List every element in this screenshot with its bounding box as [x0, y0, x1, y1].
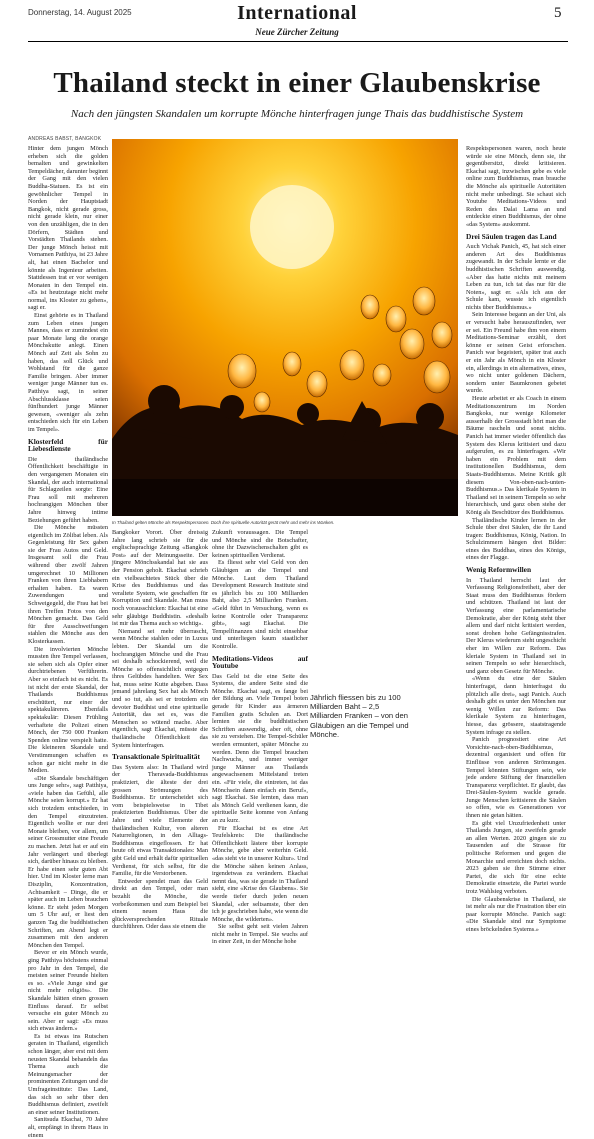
photo-caption: In Thailand gelten Mönche als Respektspersonen. Doch ihre spirituelle Autorität gerät mehr und mehr ins Wanken. — [112, 520, 335, 525]
subheading: Drei Säulen tragen das Land — [466, 231, 557, 241]
paragraph: Bangkoker Vorort. Über dreissig Jahre lang schrieb sie für die englischsprachige Zeitung «Bangkok Post» auf der Meinungsseite. Der jüngere Mönchsskandal hat sie aus der Pension geholt. Ekachai schrieb ein vielbeachtetes Stück über die Krise des Buddhismus und das veraltete System, wie geschaffen für Korruption und Skandale. Man muss noch vorausschicken: Ekachai ist eine sehr gläubige Buddhistin. «deshalb ist mir das Thema auch so wichtig». — [112, 529, 208, 628]
article-headline: Thailand steckt in einer Glaubenskrise — [53, 67, 541, 99]
paragraph: Es fliesst sehr viel Geld von den Gläubigen an die Tempel und Mönche. Laut dem Thailand Development Research Institute sind es jährlich bis zu 100 Milliarden Baht, also 2,5 Milliarden Franken. «Geld führt in Versuchung, wenn es keine Kontrolle oder Transparenz gibt», sagt Ekachai. Die Tempelfinanzen sind nicht einsehbar und unterliegen kaum staatlicher Kontrolle. — [212, 559, 308, 650]
subheading: Transaktionale Spiritualität — [112, 752, 200, 762]
page-number: 5 — [554, 5, 562, 21]
paragraph: «Die Skandale beschäftigen uns Junge sehr», sagt Patthiya, «viele haben das Gefühl, alle Mönche seien korrupt.» Er hat sich trotzdem entschieden, in den Tempel einzutreten. Eigentlich wollte er nur drei Monate bleiben, vor allem, um seiner Grossmutter eine Freude zu machen. Jetzt hat er auf ein Jahr verlängert und überlegt sich, darüber hinaus zu bleiben. Er habe einen sehr guten Abt hier. Und im Kloster lerne man Disziplin, Konzentration, Achtsamkeit – Dinge, die er später auch im Leben brauchen könne. Er steht jeden Morgen um 5 Uhr auf, er liest den ganzen Tag die buddhistischen Schriften, am Abend legt er zusammen mit den anderen Mönchen den Tempel. — [28, 774, 108, 949]
paragraph: Zukunft voraussagen. Die Tempel und Mönche sind die Botschafter, ohne ihr Dazwischenschalten gibt es keinen spirituellen Verdienst. — [212, 529, 308, 559]
pull-quote: Jährlich fliessen bis zu 100 Milliarden Baht – 2,5 Milliarden Franken – von den Gläubigen an die Tempel und Mönche. — [310, 693, 409, 739]
subheading: Meditations-Videos auf Youtube — [212, 653, 308, 671]
paragraph: Die thailändische Öffentlichkeit beschäftigte in den vergangenen Monaten ein Skandal, der auch international für Schlagzeilen sorgte: Eine Frau soll mit mehreren hochrangigen Mönchen über Jahre hinweg intime Beziehungen geführt haben. — [28, 455, 108, 524]
text-column-2 — [112, 529, 208, 931]
paragraph: «Wenn du eine der Säulen hinterfragst, dann hinterfragst du plötzlich alle drei», sagt Panich. Auch deshalb gibt es unter den Mönchen nur wenig Willen zur Reform: Das klerikale System zu hinterfragen, hiesse, das grössere, staatstragende System infrage zu stellen. — [466, 675, 566, 736]
paragraph: Die Glaubenskrise in Thailand, sie ist mehr als nur die Frustration über ein paar korrupte Mönche. Panich sagt: «Die Skandale sind nur Symptome eines bröckelnden Systems.» — [466, 895, 566, 933]
paragraph: Das System also: In Thailand wird der Theravada-Buddhismus praktiziert, die älteste der drei grossen Strömungen des Buddhismus. Er unterscheidet sich vom beispielsweise in Tibet praktizierten Buddhismus. Über die Jahre und viele Elemente der thailändischen Kultur, von alteren Naturreligionen, in den Alltags-Buddhismus eingeflossen. Er hat heute oft etwas Transaktionales: Man gibt Geld und erhält dafür spirituellen Verdienst, für sich selbst, für die Familie, für die Verstorbenen. — [112, 763, 208, 878]
paragraph: Niemand sei mehr überrascht, wenn Mönche stahlen oder in Luxus lebten. Der Skandal um die hochrangigen Mönche und die Frau sei deshalb schockierend, weil die Mönche so offensichtlich entgegen ihres Gelübdes handelten. Wer Sex hat, muss seine Kutte abgeben. Dass jemand jahrelang Sex hat als Mönch und so tut, als sei er trotzdem ein devoter Buddhist und eine spirituelle Autorität, das sei es, was die Menschen so wütend mache. Aber eigentlich, sagt Ekachai, müsste die thailändische Öffentlichkeit das System hinterfragen. — [112, 627, 208, 749]
article-photo — [112, 139, 458, 516]
paragraph: Sein Interesse begann an der Uni, als er versucht habe herauszufinden, wer er sei. Ein Freund habe ihm von einem Meditations-Seminar erzählt, dort könne er seinen Geist erforschen. Panich war begeistert, später trat auch er ein Jahr als Mönch in ein Kloster ein, allerdings in ein alternatives, eines, wo nicht unter goldenen Dächern, sondern unter Baumkronen gebetet wurde. — [466, 311, 566, 395]
paragraph: Thailändische Kinder lernen in der Schule über drei Säulen, die ihr Land tragen: Buddhismus, König, Nation. In Schulzimmern hängen drei Bilder: eines des Buddhas, eines des Königs, eines der Flagge. — [466, 516, 566, 562]
paragraph: Einst gehörte es in Thailand zum Leben eines jungen Mannes, dass er zumindest ein paar Monate lang die orange Mönchskutte anlegt. Einen Mönch auf Zeit als Sohn zu haben, das soll Glück und Wohlstand für die ganze Familie bringen. Aber immer weniger junge Männer tun es. Patthiya sagt, in seiner Abschlussklasse seien fünfhundert junge Männer gewesen, «weniger als zehn entschieden sich für ein Leben im Tempel». — [28, 312, 108, 433]
paragraph: Auch Vichak Panich, 45, hat sich einer anderen Art des Buddhismus zugewandt. In der Schule lernte er die buddhistischen Schriften auswendig. «Aber das hatte nichts mit meinem Leben zu tun, ich tat das nur für die Noten», sagt er. «Als ich aus der Schule kam, wusste ich eigentlich nichts über Buddhismus.» — [466, 243, 566, 311]
paragraph: Panich prognostiert eine Art Vorsichte-nach-oben-Buddhismus, dezentral organisiert und offen für Einflüsse von anderen Strömungen. Tempel könnten Stiftungen sein, wie jede andere Stiftung der finanziellen Transparenz verpflichtet. Er glaubt, das Drei-Säulen-System wackle gerade. Junge Menschen kritisieren die Säulen so offen, wie es Generationen vor ihnen nie getan hätten. — [466, 736, 566, 820]
issue-date: Donnerstag, 14. August 2025 — [28, 8, 132, 17]
paragraph: In Thailand herrscht laut der Verfassung Religionsfreiheit, aber der Staat muss den Buddhismus fördern und schützen. Thailand ist laut der Verfassung eine parlamentarische Demokratie, aber der König steht über allem und darf nicht kritisiert werden, sonst drohen hohe Gefängnisstrafen. Der Klerus wiederum steht ungeschicht eher im Willen zur Reform. Das kleriale System in Thailand sei in seinen Tempeln so sehr hierarchisch, und ganz oben Gesetz für Mönche. — [466, 576, 566, 675]
newspaper-name: Neue Zürcher Zeitung — [255, 27, 339, 37]
paragraph: Sanitsuda Ekachai, 70 Jahre alt, empfängt in ihrem Haus in einem — [28, 1116, 108, 1139]
paragraph: Die Mönche müssten eigentlich im Zölibat leben. Als Gegenleistung für Sex gaben sie der Frau Autos und Geld. Insgesamt soll die Frau während über zwölf Jahren umgerechnet 10 Millionen Franken von ihren Liebhabern erhalten haben. Es waren Zuwendungen und Schweigegeld, die Frau hat bei ihren Treffen Fotos von den Mönchen gemacht. Das Geld für ihre Ausschweifungen stahlen die Mönche aus den Klosterkassen. — [28, 524, 108, 645]
text-column-4 — [466, 145, 566, 933]
paragraph: Die involvierten Mönche mussten ihre Tempel verlassen, sie sehen sich als Opfer einer durchtriebenen Verführerin. Aber so einfach ist es nicht. Es ist nicht der erste Skandal, der Thailands Buddhismus erschüttert, nur einer der spektakuläreren. Ebenfalls spektakulär: Diesen Frühling verhaftete die Polizei einen Mönch, der 750 000 Franken Spenden online verspielt hatte. Die kleineren Skandale und Verstimmungen schaffen es schon gar nicht mehr in die Medien. — [28, 645, 108, 775]
paragraph: Sie selbst geht seit vielen Jahren nicht mehr in Tempel. Sie wuchs auf in einer Zeit, in der Mönche hohe — [212, 923, 308, 946]
section-title: International — [237, 2, 357, 24]
paragraph: Bevor er ein Mönch wurde, ging Patthiya höchstens einmal pro Jahr in den Tempel, die meisten seiner Freunde hielten es so. «Viele Junge sind gar nicht mehr religiös». Die Skandale hätten einen grossen Einfluss darauf. Er selbst versuche ein guter Mönch zu sein. Aber er sagt: «Es muss sich etwas ändern.» — [28, 949, 108, 1033]
subheading: Klosterfeld für Liebesdienste — [28, 436, 108, 454]
text-column-3 — [212, 529, 309, 946]
paragraph: Hinter dem jungen Mönch erheben sich die golden bemalten und gewinkelten Tempeldächer, darunter beginnt der Gang mit den vielen Buddha-Statuen. Es ist ein gewöhnlicher Tempel in Norden der Hauptstadt Bangkok, nicht gerade gross, nicht gerade klein, nur einer von den unzähligen, die in den Dörfern, Städten und Vorstädten Thailands stehen. Der junge Mönch heisst mit Vornamen Patthiya, ist 23 Jahre alt, hat einen Bachelor und könnte als Ingenieur arbeiten. Stattdessen trat er vor wenigen Monaten in den Tempel ein. «Es ist heutzutage nicht mehr normal, ins Kloster zu gehen», sagt er. — [28, 145, 108, 312]
header-rule — [28, 41, 568, 42]
paragraph: Das Geld ist die eine Seite des Systems, die andere Seite sind die Mönche. Ekachai sagt, es fange bei der Bildung an. Viele Tempel boten gerade für Kinder aus ärmeren Familien gratis Schulen an. Dort lernten sie die buddhistischen Schriften auswendig, aber oft, ohne sie zu verstehen. Die Tempel-Schüler werden ermuntert, später Mönche zu werden. Denn die Tempel brauchen Nachwuchs, und immer weniger junge Männer aus Thailands angewachsenem Mittelstand treten ein. «Für viele, die eintreten, ist das Mönchsein dann einfach ein Beruf», sagt Ekachai. Sie lernten, dass man als Mönch Geld verdienen kann, die spirituelle Seite komme von Anfang an zu kurz. — [212, 672, 308, 824]
article-byline: ANDREAS BABST, BANGKOK — [28, 136, 102, 142]
monks-lanterns-image — [112, 139, 458, 516]
paragraph: Entweder spendet man das Geld direkt an den Tempel, oder man bezahlt die Mönche, die vorbeikommen und zum Beispiel bei einem neuen Haus die glückversprechenden Rituale durchführen. Oder dass sie einem die — [112, 877, 208, 931]
subheading: Wenig Reformwillen — [466, 565, 532, 575]
text-column-1 — [28, 145, 108, 1139]
article-subheadline: Nach den jüngsten Skandalen um korrupte Mönche hinterfragen junge Thais das buddhistische System — [70, 108, 524, 120]
paragraph: Respektspersonen waren, noch heute würde sie eine Mönch, denn sie, ihr gegenübersitzt, direkt kritisieren. Ekachai sagt, inzwischen gebe es viele online zum Buddhismus, man brauche die Mönche als spirituelle Autoritäten nicht mehr unbedingt. Sie schaut sich Youtube Meditations-Videos und Reden des Dalai Lama an und entdeckte einen Buddhismus, der ohne «das System» auskommt. — [466, 145, 566, 228]
paragraph: Es gibt viel Unzufriedenheit unter Thailands Jungen, sie zweifeln gerade an allen Werten. 2020 gingen sie zu Tausenden auf die Strasse für politische Reformen und gegen die Monarchie und erreichten doch nichts. 2023 gaben sie ihre Stimme einer Partei, die sich für eine echte Demokratie einsetzte, die Partei wurde trotz Wahlsieg verboten. — [466, 819, 566, 895]
paragraph: Für Ekachai ist es eine Art Teufelskreis: Die thailändische Öffentlichkeit lästere über korrupte Mönche, gebe aber weiterhin Geld. «das sieht vie in unserer Kultur». Und die Mönche sähen keinen Anlass, irgendetwas zu verändern. Ekachai nennt das, was sie gerade in Thailand sieht, eine «Krise des Glaubens». Sie werde tiefer durch jeden neuen Skandal, «der seltsamste, über den ich je geschrieben habe, wie wenn die Mönche, die wilderten». — [212, 824, 309, 923]
paragraph: Es ist etwas ins Rutschen geraten in Thailand, eigentlich schon länger, aber erst mit dem neusten Skandal behandeln das Thema auch die Meinungsmacher der prominenten Zeitungen und die Umfrageinstitute: Das Land, das sich so sehr über den Buddhismus definiert, zweifelt an einer seiner Institutionen. — [28, 1032, 108, 1116]
paragraph: Heute arbeitet er als Coach in einem Meditationszentrum im Norden Bangkoks, nur wenige Kilometer ausserhalb der Grossstadt hört man die Bäume rascheln und sonst nichts. Panich hat immer wieder öffentlich das System des Klerus kritisiert und dazu aufgerufen, es zu hinterfragen. «Wir haben ein Problem mit dem institutionellen Buddhismus, dem Staats-Buddhismus. Meine Kritik gilt diesem Von-oben-nach-unten-Buddhismus.» Das klerikale System in Thailand sei in seinem Tempeln so sehr hierarchisch, und ganz oben stehe der König als Beschützer des Buddhismus. — [466, 395, 566, 516]
